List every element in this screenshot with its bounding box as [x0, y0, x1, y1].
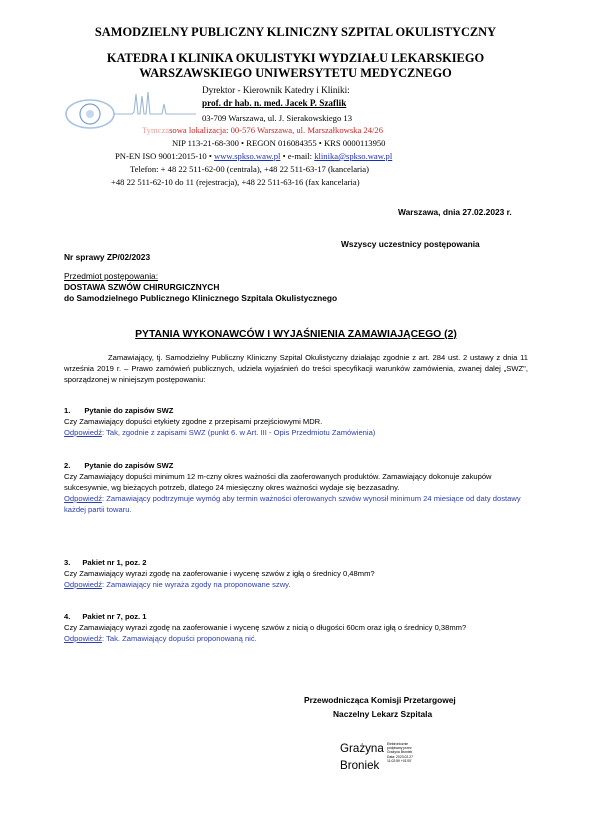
electronic-signature-details: [387, 742, 447, 763]
question-1-heading: [64, 405, 528, 416]
question-2-number: 2.: [64, 461, 71, 470]
question-1-title: Pytanie do zapisów SWZ: [84, 406, 174, 415]
hospital-name: SAMODZIELNY PUBLICZNY KLINICZNY SZPITAL OKULISTYCZNY: [94, 25, 497, 39]
esign-line-1: Elektronicznie: [387, 742, 409, 746]
subject-label: Przedmiot postępowania:: [64, 271, 159, 281]
subject-hospital: do Samodzielnego Publicznego Klinicznego Szpitala Okulistycznego: [64, 293, 338, 303]
esign-line-3: Grażyna Broniek: [387, 750, 413, 755]
recipients: Wszyscy uczestnicy postępowania: [341, 239, 480, 249]
address: 03-709 Warszawa, ul. J. Sierakowskiego 13: [202, 113, 352, 123]
answer-1-label: Odpowiedź: [64, 428, 102, 437]
esign-line-5: 11:02:59 +01'00': [387, 758, 412, 763]
signature-first-name: Grażyna: [340, 742, 384, 755]
answer-4-text: : Tak. Zamawiający dopuści proponowaną nić.: [102, 634, 257, 643]
phone-line-1: Telefon: + 48 22 511-62-00 (centrala), +48 22 511-63-17 (kancelaria): [130, 164, 369, 174]
answer-3-text: : Zamawiający nie wyraża zgody na proponowane szwy.: [102, 580, 291, 589]
question-2-text: Czy Zamawiający dopuści minimum 12 m-czny okres ważności dla zaoferowanych produktów. Zamawiający dokonuje zakupów sukcesywnie, wg bieżących potrzeb, dlatego 24 miesięczny okres ważności wydaje się bezzasadny.: [64, 472, 492, 492]
registry-numbers: NIP 113-21-68-300 • REGON 016084355 • KRS 0000113950: [172, 138, 386, 148]
question-4-text: Czy Zamawiający wyrazi zgodę na zaoferowanie i wycenę szwów z nicią o długości 60cm oraz igłą o średnicy 0,38mm?: [64, 623, 467, 632]
question-4-number: 4.: [64, 612, 71, 621]
answer-3: [64, 579, 528, 590]
question-3-heading: [64, 557, 528, 568]
answer-2: [64, 493, 528, 515]
website-link[interactable]: www.spkso.waw.pl: [213, 151, 281, 161]
subject-title: DOSTAWA SZWÓW CHIRURGICZNYCH: [64, 282, 220, 292]
intro-paragraph: Zamawiający, tj. Samodzielny Publiczny Kliniczny Szpital Okulistyczny działając zgodnie z art. 284 ust. 2 ustawy z dnia 11 września 2019 r. – Prawo zamówień publicznych, udziela wyjaśnień do treści specyfikacji warunków zamówienia, zwanej dalej „SWZ", sporządzonej w niniejszym postępowaniu:: [64, 353, 528, 384]
answer-4: [64, 633, 528, 644]
department-name-line2: WARSZAWSKIEGO UNIWERSYTETU MEDYCZNEGO: [139, 66, 452, 80]
question-4: [64, 611, 528, 644]
question-4-heading: [64, 611, 528, 622]
question-2-heading: [64, 460, 528, 471]
director-label: Dyrektor - Kierownik Katedry i Kliniki:: [202, 85, 350, 95]
question-3-title: Pakiet nr 1, poz. 2: [82, 558, 147, 567]
answer-2-label: Odpowiedź: [64, 494, 102, 503]
document-date: Warszawa, dnia 27.02.2023 r.: [398, 207, 512, 217]
question-1: [64, 405, 528, 438]
esign-line-2: podpisany przez: [387, 746, 412, 751]
director-name: prof. dr hab. n. med. Jacek P. Szaflik: [202, 98, 347, 108]
email-link[interactable]: klinika@spkso.waw.pl: [314, 151, 393, 161]
contact-line: [115, 150, 392, 163]
document-title: PYTANIA WYKONAWCÓW I WYJAŚNIENIA ZAMAWIAJĄCEGO (2): [135, 329, 457, 340]
signature-role-2: Naczelny Lekarz Szpitala: [333, 709, 433, 719]
question-3: [64, 557, 528, 590]
question-4-title: Pakiet nr 7, poz. 1: [82, 612, 147, 621]
answer-4-label: Odpowiedź: [64, 634, 102, 643]
answer-1-text: : Tak, zgodnie z zapisami SWZ (punkt 6. w Art. III - Opis Przedmiotu Zamówienia): [102, 428, 376, 437]
question-2-title: Pytanie do zapisów SWZ: [84, 461, 174, 470]
question-3-number: 3.: [64, 558, 71, 567]
phone-line-2: +48 22 511-62-10 do 11 (rejestracja), +48 22 511-63-16 (fax kancelaria): [111, 177, 360, 187]
signature-last-name: Broniek: [340, 759, 380, 772]
signature-role-1: Przewodnicząca Komisji Przetargowej: [304, 695, 456, 705]
email-label: • e-mail:: [280, 151, 315, 161]
iso-label: PN-EN ISO 9001:2015-10 •: [115, 151, 214, 161]
question-3-text: Czy Zamawiający wyrazi zgodę na zaoferowanie i wycenę szwów z igłą o średnicy 0,48mm?: [64, 569, 375, 578]
question-2: [64, 460, 528, 515]
question-1-text: Czy Zamawiający dopuści etykiety zgodne z przepisami przejściowymi MDR.: [64, 417, 323, 426]
temporary-location: [142, 124, 383, 137]
case-number: Nr sprawy ZP/02/2023: [64, 252, 151, 262]
esign-line-4: Data: 2023.02.27: [387, 754, 414, 759]
temporary-rest: sowa lokalizacja: 00-576 Warszawa, ul. Marszałkowska 24/26: [169, 125, 384, 135]
answer-2-text: : Zamawiający podtrzymuje wymóg aby termin ważności oferowanych szwów wynosił minimum 24 miesiące od daty dostawy każdej partii towaru.: [64, 494, 521, 514]
question-1-number: 1.: [64, 406, 71, 415]
answer-3-label: Odpowiedź: [64, 580, 102, 589]
department-name-line1: KATEDRA I KLINIKA OKULISTYKI WYDZIAŁU LEKARSKIEGO: [106, 51, 485, 65]
answer-1: [64, 427, 528, 438]
temporary-prefix: Tymcza: [142, 125, 170, 135]
